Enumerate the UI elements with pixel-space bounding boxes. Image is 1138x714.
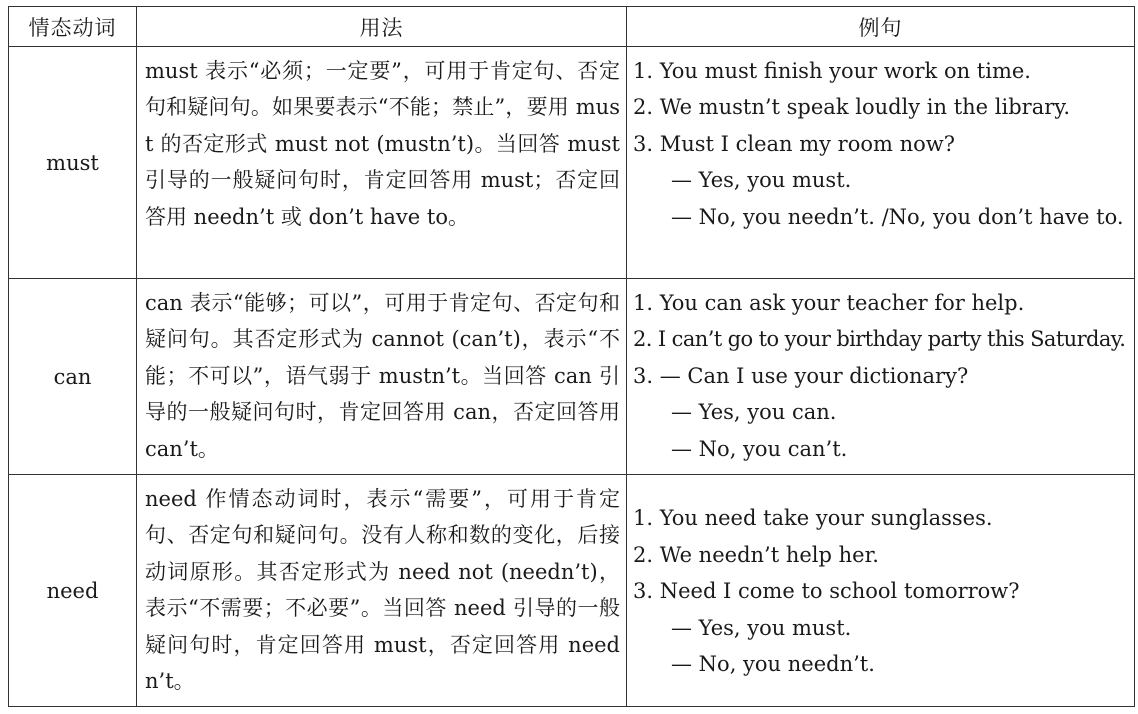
example-answer: — Yes, you can. <box>671 400 837 425</box>
example-answer: — No, you can’t. <box>671 436 848 461</box>
usage-cell: can 表示“能够；可以”，可用于肯定句、否定句和疑问句。其否定形式为 cannot (can’t)，表示“不能；不可以”，语气弱于 mustn’t。当回答 can 引导的一般疑问句时，肯定回答用 can，否定回答用 can’t。 <box>137 279 627 475</box>
table-row-can <box>9 279 1135 475</box>
header-modal-verb: 情态动词 <box>9 7 137 47</box>
example-sentence: 1. You must finish your work on time. <box>633 59 1031 83</box>
example-answer: — Yes, you must. <box>671 615 852 640</box>
example-sentence: 2. We needn’t help her. <box>633 542 879 567</box>
example-sentence: 2. We mustn’t speak loudly in the library. <box>633 95 1071 120</box>
table-row-must <box>9 47 1135 279</box>
table-header <box>9 7 1135 47</box>
verb-cell: need <box>9 475 137 707</box>
example-sentence: 1. You need take your sunglasses. <box>633 506 993 531</box>
example-sentence: 1. You can ask your teacher for help. <box>633 291 1025 315</box>
example-answer: — No, you needn’t. <box>671 652 875 677</box>
example-sentence: 3. Need I come to school tomorrow? <box>633 579 1020 604</box>
example-sentence: 3. — Can I use your dictionary? <box>633 363 969 388</box>
examples-cell <box>627 475 1135 707</box>
header-usage: 用法 <box>137 7 627 47</box>
modal-verbs-table <box>8 6 1135 707</box>
usage-cell: need 作情态动词时，表示“需要”，可用于肯定句、否定句和疑问句。没有人称和数的变化，后接动词原形。其否定形式为 need not (needn’t)，表示“不需要；不必要”。当回答 need 引导的一般疑问句时，肯定回答用 must，否定回答用 needn’t。 <box>137 475 627 707</box>
table-row-need <box>9 475 1135 707</box>
examples-cell <box>627 279 1135 475</box>
usage-cell: must 表示“必须；一定要”，可用于肯定句、否定句和疑问句。如果要表示“不能；禁止”，要用 must 的否定形式 must not (mustn’t)。当回答 must 引导的一般疑问句时，肯定回答用 must；否定回答用 needn’t 或 don’t have to。 <box>137 47 627 279</box>
verb-cell: must <box>9 47 137 279</box>
example-answer: — No, you needn’t. /No, you don’t have to. <box>671 204 1124 229</box>
verb-cell: can <box>9 279 137 475</box>
examples-cell <box>627 47 1135 279</box>
example-sentence: 3. Must I clean my room now? <box>633 131 955 156</box>
example-answer: — Yes, you must. <box>671 168 852 193</box>
example-sentence: 2. I can’t go to your birthday party this Saturday. <box>633 327 1126 352</box>
header-examples: 例句 <box>627 7 1135 47</box>
